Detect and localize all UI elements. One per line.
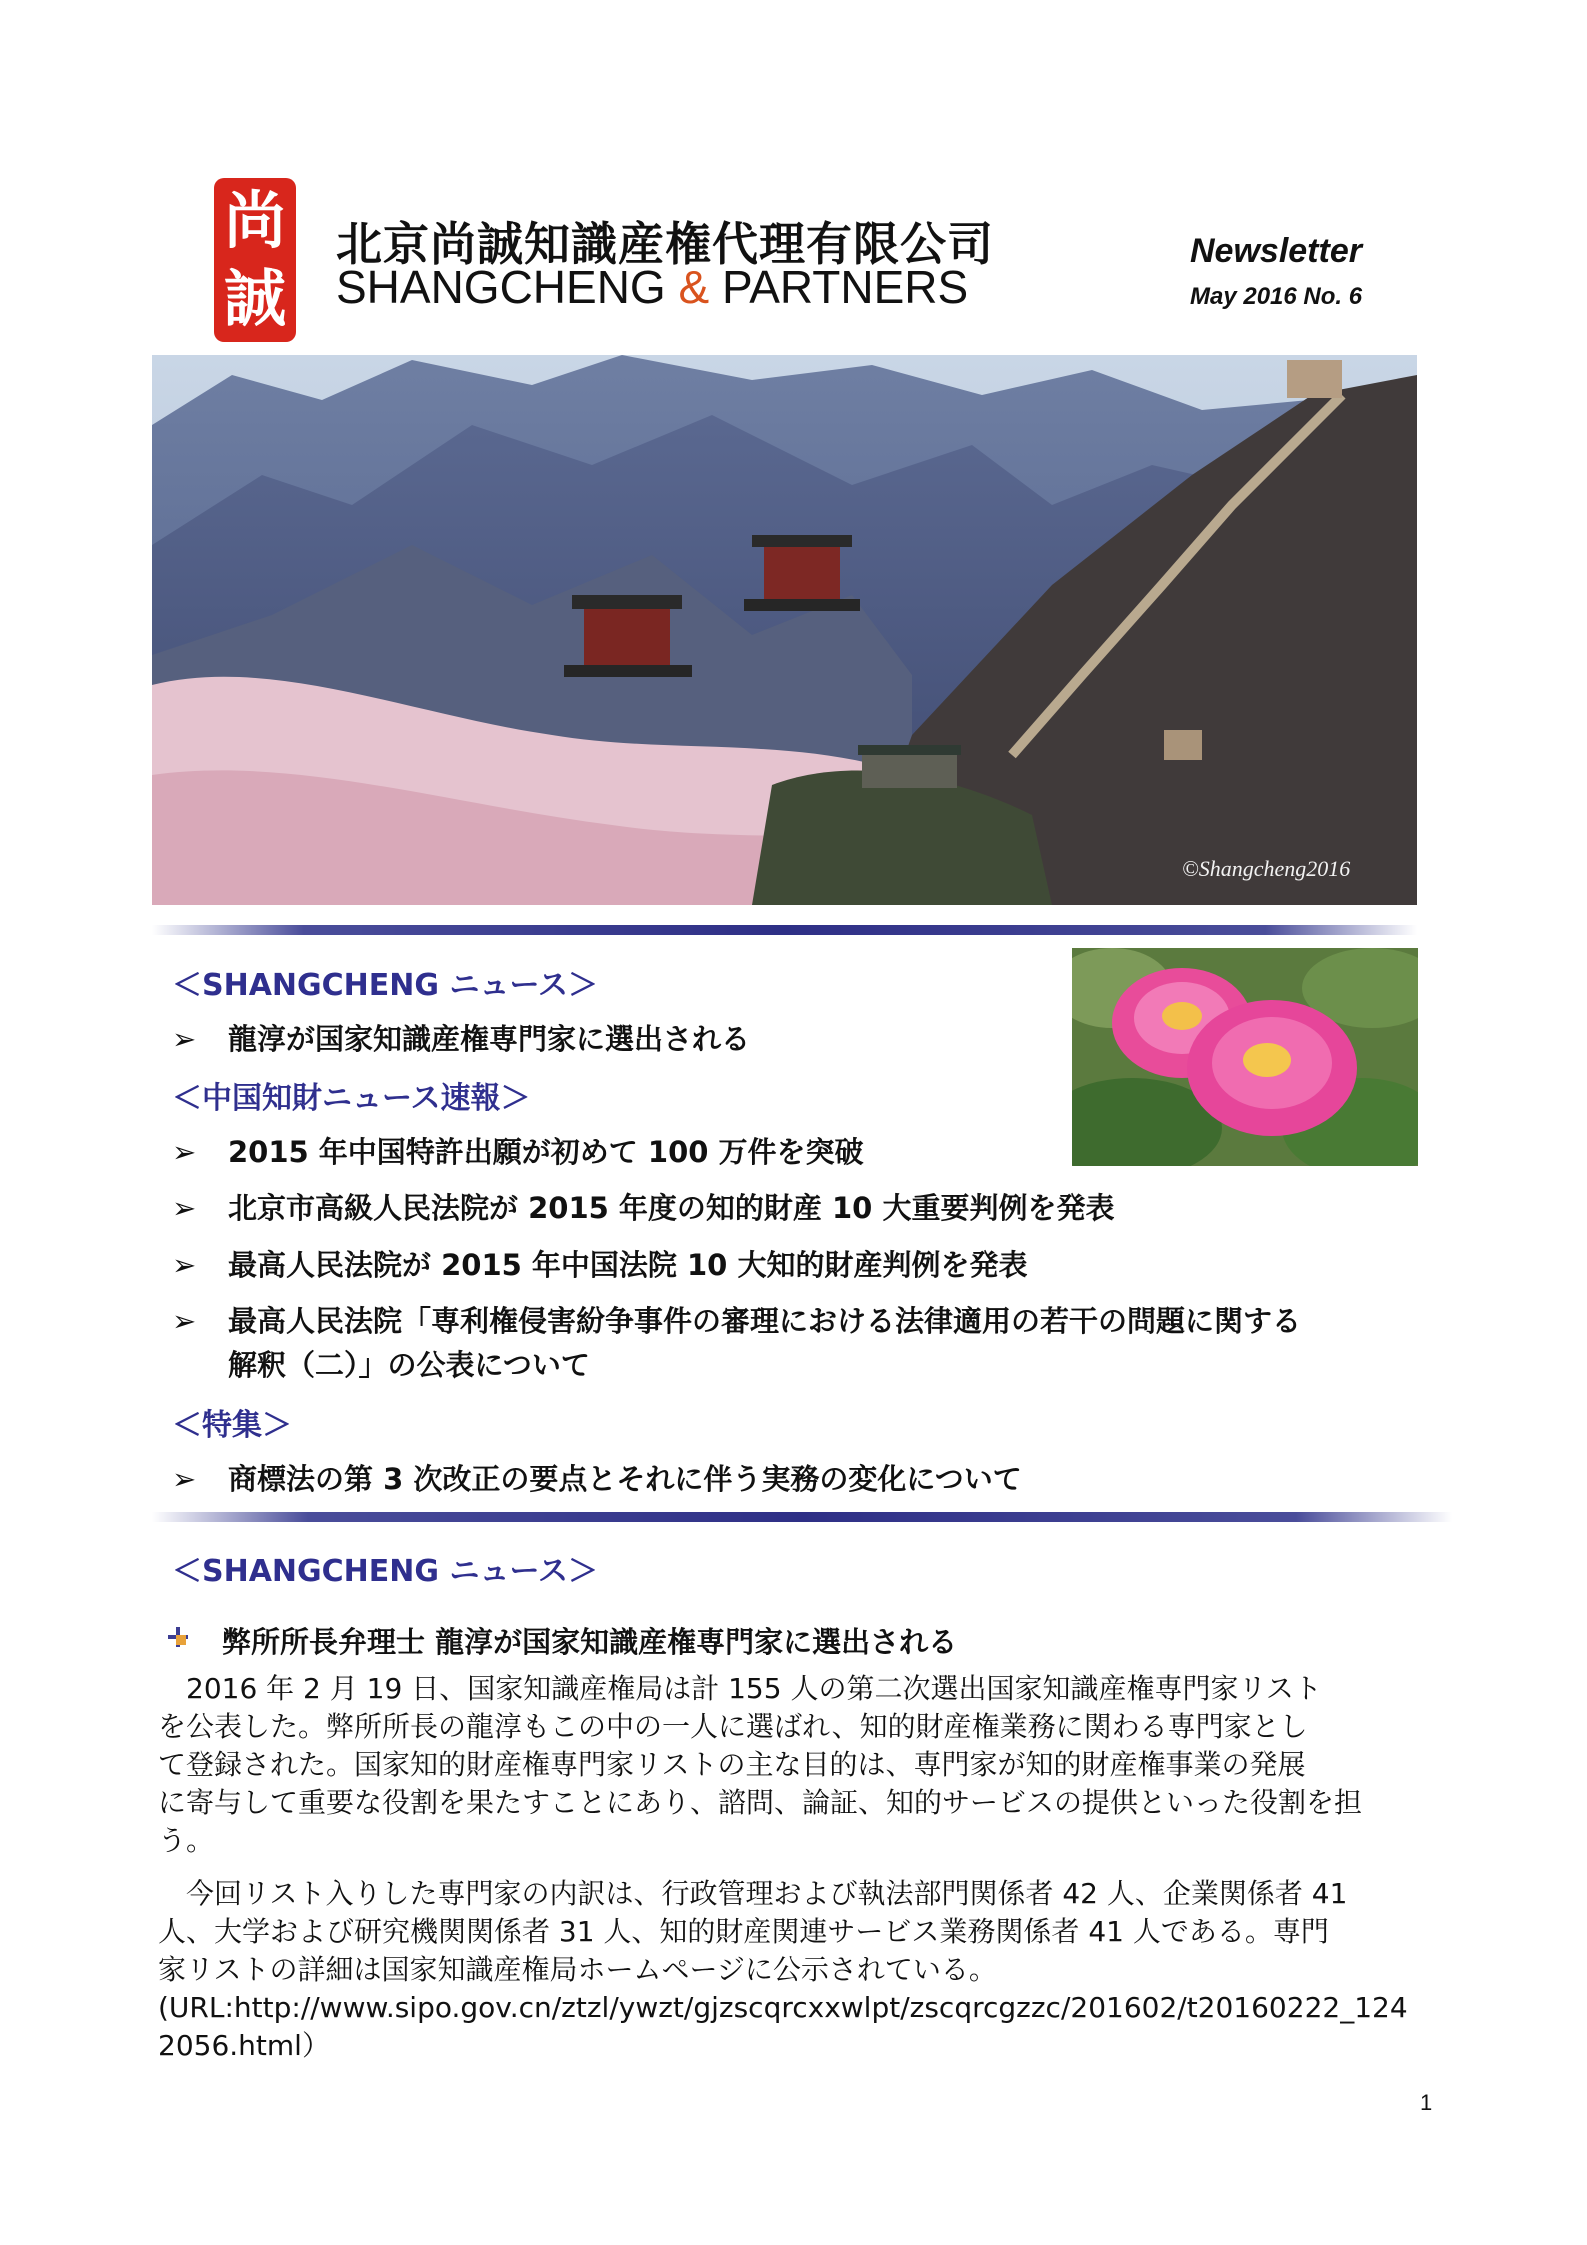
arrow-bullet-icon: ➢	[172, 1135, 197, 1169]
toc-item-label: 最高人民法院「専利権侵害紛争事件の審理における法律適用の若干の問題に関する	[228, 1304, 1302, 1338]
photo-copyright: ©Shangcheng2016	[1182, 856, 1351, 881]
newsletter-title: Newsletter	[1190, 232, 1362, 270]
toc-item-label: 商標法の第 3 次改正の要点とそれに伴う実務の変化について	[228, 1462, 1022, 1496]
company-name-english	[336, 260, 968, 314]
toc-item-ip-3[interactable]	[172, 1243, 1027, 1284]
arrow-bullet-icon: ➢	[172, 1248, 197, 1282]
toc-item-ip-1[interactable]	[172, 1130, 864, 1171]
peony-flower-photo	[1072, 948, 1418, 1166]
company-name-en-part2: PARTNERS	[709, 261, 969, 313]
toc-heading-feature: ＜特集＞	[172, 1408, 292, 1443]
paragraph-line: に寄与して重要な役割を果たすことにあり、諮問、論証、知的サービスの提供といった役割を担	[158, 1786, 1363, 1819]
toc-item-label: 最高人民法院が 2015 年中国法院 10 大知的財産判例を発表	[228, 1248, 1028, 1282]
article-paragraph-1	[158, 1670, 1438, 1860]
page-number: 1	[1420, 2090, 1433, 2115]
toc-item-ip-4[interactable]	[172, 1299, 1301, 1340]
arrow-bullet-icon: ➢	[172, 1304, 197, 1338]
article-title: 弊所所長弁理士 龍淳が国家知識産権専門家に選出される	[222, 1625, 958, 1659]
paragraph-url-line[interactable]: 2056.html）	[158, 2029, 330, 2062]
divider-rule-top	[152, 925, 1417, 935]
arrow-bullet-icon: ➢	[172, 1191, 197, 1225]
article-paragraph-2	[158, 1875, 1438, 2065]
toc-item-ip-4-continued: 解釈（二）」の公表について	[228, 1348, 590, 1382]
paragraph-line: を公表した。弊所所長の龍淳もこの中の一人に選ばれ、知的財産権業務に関わる専門家とし	[158, 1710, 1308, 1743]
newsletter-issue: May 2016 No. 6	[1190, 283, 1363, 310]
paragraph-line: 2016 年 2 月 19 日、国家知識産権局は計 155 人の第二次選出国家知識産権専門家リスト	[158, 1672, 1322, 1705]
company-name-chinese: 北京尚誠知識産権代理有限公司	[336, 217, 994, 271]
seal-glyph-2: 誠	[223, 262, 286, 335]
toc-item-label: 龍淳が国家知識産権専門家に選出される	[228, 1022, 751, 1056]
toc-item-label: 2015 年中国特許出願が初めて 100 万件を突破	[228, 1135, 864, 1169]
company-seal-logo	[214, 178, 296, 342]
section-title: ＜SHANGCHENG ニュース＞	[172, 1554, 598, 1589]
paragraph-line: て登録された。国家知的財産権専門家リストの主な目的は、専門家が知的財産権事業の発展	[158, 1748, 1306, 1781]
paragraph-line: う。	[158, 1824, 215, 1857]
company-name-en-ampersand: &	[678, 261, 710, 313]
plus-bullet-icon	[167, 1626, 189, 1648]
toc-heading-shangcheng-news: ＜SHANGCHENG ニュース＞	[172, 968, 598, 1003]
toc-heading-china-ip-news: ＜中国知財ニュース速報＞	[172, 1081, 531, 1116]
toc-item-label: 北京市高級人民法院が 2015 年度の知的財産 10 大重要判例を発表	[228, 1191, 1115, 1225]
arrow-bullet-icon: ➢	[172, 1462, 197, 1496]
company-name-en-part1: SHANGCHENG	[336, 261, 679, 313]
paragraph-line: 家リストの詳細は国家知識産権局ホームページに公示されている。	[158, 1953, 997, 1986]
toc-item-ip-2[interactable]	[172, 1186, 1114, 1227]
paragraph-line: 人、大学および研究機関関係者 31 人、知的財産関連サービス業務関係者 41 人である。専門	[158, 1915, 1329, 1948]
seal-glyph-1: 尚	[223, 184, 286, 257]
divider-rule-bottom	[152, 1512, 1452, 1522]
paragraph-line: 今回リスト入りした専門家の内訳は、行政管理および執法部門関係者 42 人、企業関係者 41	[158, 1877, 1348, 1910]
great-wall-landscape-photo	[152, 355, 1417, 905]
arrow-bullet-icon: ➢	[172, 1022, 197, 1056]
toc-item-news-1[interactable]	[172, 1017, 750, 1058]
toc-item-feature-1[interactable]	[172, 1457, 1022, 1498]
paragraph-url-line[interactable]: (URL:http://www.sipo.gov.cn/ztzl/ywzt/gjzscqrcxxwlpt/zscqrcgzzc/201602/t20160222_124	[158, 1991, 1408, 2024]
